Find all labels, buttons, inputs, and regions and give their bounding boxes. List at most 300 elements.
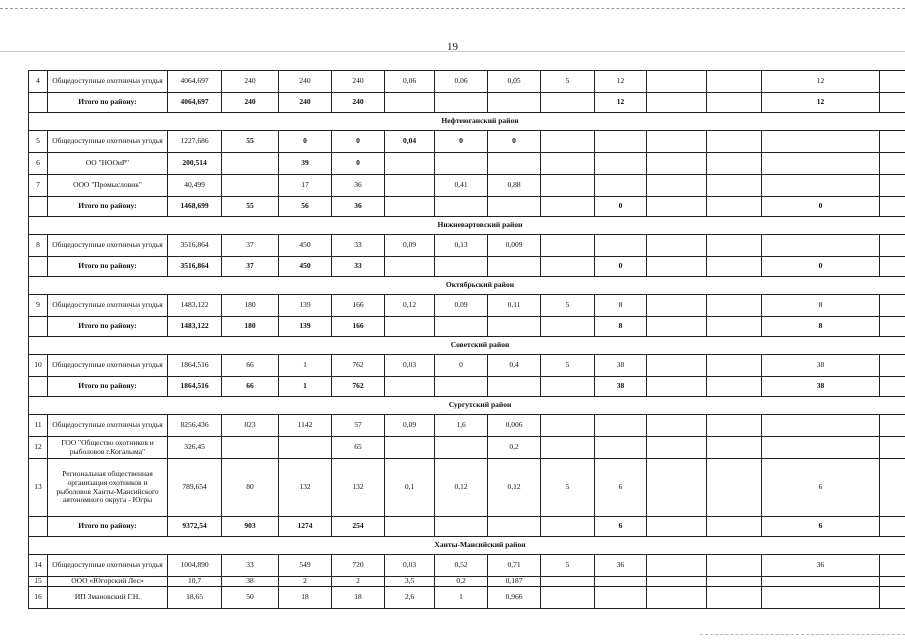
row-number: 7 <box>29 175 48 197</box>
hunting-ground-name: Общедоступные охотничьи угодья <box>48 415 168 437</box>
hunting-ground-name: ГОО "Общество охотников и рыболовов г.Когалыма" <box>48 437 168 459</box>
value-cell: 240 <box>332 93 385 113</box>
total-label: Итого по району: <box>48 197 168 217</box>
value-cell <box>541 437 595 459</box>
value-cell <box>541 377 595 397</box>
page-number: 19 <box>447 41 458 53</box>
table-row <box>29 175 905 197</box>
value-cell: 0,13 <box>435 235 488 257</box>
value-cell: 200,514 <box>168 153 222 175</box>
value-cell <box>541 577 595 587</box>
district-total-row <box>29 317 905 337</box>
hunting-ground-name: Общедоступные охотничьи угодья <box>48 71 168 93</box>
district-total-row <box>29 197 905 217</box>
value-cell: 0,2 <box>435 577 488 587</box>
value-cell: 0 <box>435 355 488 377</box>
value-cell: 0 <box>435 131 488 153</box>
district-header-row <box>29 537 905 555</box>
value-cell <box>541 197 595 217</box>
district-header-row <box>29 397 905 415</box>
value-cell <box>435 437 488 459</box>
value-cell <box>880 355 905 377</box>
value-cell <box>435 197 488 217</box>
value-cell <box>707 71 762 93</box>
table-row <box>29 355 905 377</box>
value-cell: 450 <box>279 235 332 257</box>
value-cell: 1274 <box>279 517 332 537</box>
value-cell: 139 <box>279 295 332 317</box>
value-cell: 240 <box>279 71 332 93</box>
value-cell <box>707 295 762 317</box>
value-cell: 2,6 <box>385 587 435 609</box>
value-cell: 4064,697 <box>168 71 222 93</box>
value-cell <box>385 377 435 397</box>
value-cell <box>762 587 880 609</box>
total-label: Итого по району: <box>48 257 168 277</box>
value-cell <box>222 153 279 175</box>
value-cell <box>647 93 707 113</box>
value-cell: 240 <box>332 71 385 93</box>
value-cell <box>762 415 880 437</box>
value-cell <box>647 295 707 317</box>
district-header-row <box>29 337 905 355</box>
value-cell: 5 <box>541 355 595 377</box>
value-cell: 18 <box>279 587 332 609</box>
value-cell: 0,03 <box>385 555 435 577</box>
value-cell: 0,006 <box>488 415 541 437</box>
row-number <box>29 517 48 537</box>
row-number: 13 <box>29 459 48 517</box>
table-row <box>29 153 905 175</box>
row-number <box>29 377 48 397</box>
row-number: 12 <box>29 437 48 459</box>
value-cell: 762 <box>332 355 385 377</box>
value-cell <box>647 71 707 93</box>
table-row <box>29 437 905 459</box>
value-cell <box>762 235 880 257</box>
value-cell: 36 <box>762 555 880 577</box>
value-cell: 18 <box>332 587 385 609</box>
value-cell <box>707 355 762 377</box>
value-cell: 1142 <box>279 415 332 437</box>
value-cell <box>385 197 435 217</box>
district-title: Нефтеюганский район <box>29 113 905 131</box>
table-row <box>29 555 905 577</box>
value-cell: 1483,122 <box>168 317 222 337</box>
value-cell <box>385 257 435 277</box>
value-cell: 6 <box>595 517 647 537</box>
value-cell: 12 <box>595 71 647 93</box>
value-cell: 789,654 <box>168 459 222 517</box>
value-cell: 18,65 <box>168 587 222 609</box>
value-cell: 0 <box>762 257 880 277</box>
value-cell: 55 <box>222 131 279 153</box>
row-number: 6 <box>29 153 48 175</box>
hunting-ground-name: Общедоступные охотничьи угодья <box>48 295 168 317</box>
value-cell <box>707 587 762 609</box>
value-cell <box>488 93 541 113</box>
value-cell: 8256,436 <box>168 415 222 437</box>
value-cell <box>880 459 905 517</box>
value-cell <box>707 197 762 217</box>
value-cell: 6 <box>762 517 880 537</box>
value-cell: 903 <box>222 517 279 537</box>
value-cell: 0,03 <box>385 355 435 377</box>
value-cell: 36 <box>595 555 647 577</box>
value-cell <box>880 555 905 577</box>
value-cell <box>541 131 595 153</box>
value-cell <box>541 317 595 337</box>
value-cell: 4064,697 <box>168 93 222 113</box>
value-cell: 0,12 <box>435 459 488 517</box>
row-number: 5 <box>29 131 48 153</box>
value-cell: 0,06 <box>435 71 488 93</box>
value-cell <box>647 175 707 197</box>
value-cell: 38 <box>762 377 880 397</box>
value-cell <box>880 131 905 153</box>
district-header-row <box>29 113 905 131</box>
row-number: 9 <box>29 295 48 317</box>
value-cell <box>595 437 647 459</box>
value-cell <box>647 131 707 153</box>
value-cell <box>279 437 332 459</box>
value-cell: 12 <box>762 71 880 93</box>
value-cell: 0,05 <box>488 71 541 93</box>
value-cell <box>647 587 707 609</box>
value-cell <box>488 257 541 277</box>
value-cell <box>647 235 707 257</box>
value-cell <box>647 555 707 577</box>
value-cell <box>762 153 880 175</box>
district-title: Сургутский район <box>29 397 905 415</box>
value-cell <box>435 257 488 277</box>
row-number <box>29 93 48 113</box>
value-cell <box>541 153 595 175</box>
value-cell <box>647 197 707 217</box>
value-cell <box>880 295 905 317</box>
scan-bottom-edge <box>700 634 905 635</box>
district-title: Октябрьский район <box>29 277 905 295</box>
value-cell <box>762 175 880 197</box>
value-cell <box>880 437 905 459</box>
value-cell <box>880 93 905 113</box>
value-cell <box>647 517 707 537</box>
value-cell: 0,09 <box>385 415 435 437</box>
row-number: 16 <box>29 587 48 609</box>
value-cell: 0,2 <box>488 437 541 459</box>
row-number <box>29 317 48 337</box>
hunting-ground-name: Общедоступные охотничьи угодья <box>48 355 168 377</box>
value-cell: 0 <box>488 131 541 153</box>
value-cell: 254 <box>332 517 385 537</box>
hunting-ground-name: ООО "Промысловик" <box>48 175 168 197</box>
value-cell <box>880 257 905 277</box>
value-cell: 5 <box>541 459 595 517</box>
value-cell: 132 <box>332 459 385 517</box>
district-header-row <box>29 217 905 235</box>
value-cell <box>595 235 647 257</box>
value-cell: 8 <box>595 317 647 337</box>
value-cell: 180 <box>222 295 279 317</box>
value-cell: 1004,890 <box>168 555 222 577</box>
value-cell: 326,45 <box>168 437 222 459</box>
value-cell <box>595 587 647 609</box>
value-cell: 0,04 <box>385 131 435 153</box>
value-cell <box>385 437 435 459</box>
value-cell <box>707 517 762 537</box>
value-cell <box>435 377 488 397</box>
value-cell: 33 <box>332 257 385 277</box>
row-number <box>29 257 48 277</box>
value-cell: 38 <box>595 377 647 397</box>
value-cell: 240 <box>222 93 279 113</box>
value-cell: 6 <box>762 459 880 517</box>
row-number: 11 <box>29 415 48 437</box>
district-total-row <box>29 257 905 277</box>
value-cell: 1 <box>279 377 332 397</box>
table-row <box>29 459 905 517</box>
value-cell: 0,187 <box>488 577 541 587</box>
value-cell: 5 <box>541 555 595 577</box>
value-cell: 37 <box>222 257 279 277</box>
row-number: 14 <box>29 555 48 577</box>
value-cell <box>385 317 435 337</box>
value-cell: 1483,122 <box>168 295 222 317</box>
district-total-row <box>29 517 905 537</box>
value-cell <box>762 577 880 587</box>
value-cell <box>707 459 762 517</box>
value-cell: 240 <box>279 93 332 113</box>
value-cell <box>595 153 647 175</box>
value-cell <box>647 377 707 397</box>
value-cell: 36 <box>332 175 385 197</box>
value-cell <box>707 317 762 337</box>
value-cell <box>435 93 488 113</box>
value-cell: 55 <box>222 197 279 217</box>
value-cell: 17 <box>279 175 332 197</box>
value-cell <box>647 153 707 175</box>
value-cell <box>435 317 488 337</box>
value-cell <box>707 415 762 437</box>
value-cell: 1 <box>279 355 332 377</box>
value-cell: 38 <box>222 577 279 587</box>
value-cell <box>707 93 762 113</box>
value-cell <box>541 257 595 277</box>
value-cell: 39 <box>279 153 332 175</box>
value-cell: 6 <box>595 459 647 517</box>
value-cell: 2 <box>279 577 332 587</box>
hunting-ground-name: ИП Змановский Г.Н. <box>48 587 168 609</box>
value-cell <box>541 587 595 609</box>
value-cell: 0,12 <box>385 295 435 317</box>
value-cell <box>647 577 707 587</box>
value-cell <box>541 175 595 197</box>
total-label: Итого по району: <box>48 317 168 337</box>
value-cell: 36 <box>332 197 385 217</box>
value-cell: 0,09 <box>385 235 435 257</box>
district-total-row <box>29 93 905 113</box>
value-cell: 0,52 <box>435 555 488 577</box>
value-cell: 33 <box>332 235 385 257</box>
hunting-ground-name: Региональная общественная организация охотников и рыболовов Ханты-Мансийского автономного округа - Югры <box>48 459 168 517</box>
hunting-ground-name: Общедоступные охотничьи угодья <box>48 235 168 257</box>
value-cell: 1227,686 <box>168 131 222 153</box>
value-cell <box>707 131 762 153</box>
value-cell: 0,1 <box>385 459 435 517</box>
value-cell: 80 <box>222 459 279 517</box>
value-cell: 549 <box>279 555 332 577</box>
value-cell: 0 <box>595 197 647 217</box>
total-label: Итого по району: <box>48 517 168 537</box>
value-cell: 139 <box>279 317 332 337</box>
table-row <box>29 415 905 437</box>
value-cell <box>541 93 595 113</box>
value-cell: 823 <box>222 415 279 437</box>
value-cell: 1,6 <box>435 415 488 437</box>
value-cell: 65 <box>332 437 385 459</box>
hunting-ground-name: Общедоступные охотничьи угодья <box>48 131 168 153</box>
scan-top-edge <box>0 8 905 9</box>
district-title: Нижневартовский район <box>29 217 905 235</box>
value-cell: 10,7 <box>168 577 222 587</box>
value-cell: 450 <box>279 257 332 277</box>
value-cell <box>435 517 488 537</box>
value-cell <box>595 175 647 197</box>
value-cell: 720 <box>332 555 385 577</box>
value-cell <box>222 175 279 197</box>
value-cell: 0,4 <box>488 355 541 377</box>
value-cell <box>385 175 435 197</box>
value-cell: 0,12 <box>488 459 541 517</box>
value-cell <box>595 577 647 587</box>
value-cell: 0,966 <box>488 587 541 609</box>
table-row <box>29 587 905 609</box>
value-cell: 8 <box>762 295 880 317</box>
value-cell: 3516,864 <box>168 235 222 257</box>
value-cell: 132 <box>279 459 332 517</box>
row-number: 4 <box>29 71 48 93</box>
value-cell <box>707 577 762 587</box>
value-cell <box>647 437 707 459</box>
table-row <box>29 295 905 317</box>
value-cell <box>707 153 762 175</box>
value-cell: 1864,516 <box>168 377 222 397</box>
value-cell <box>385 517 435 537</box>
hunting-ground-name: ООО «Югорский Лес» <box>48 577 168 587</box>
value-cell <box>880 517 905 537</box>
row-number: 8 <box>29 235 48 257</box>
district-total-row <box>29 377 905 397</box>
total-label: Итого по району: <box>48 93 168 113</box>
value-cell: 5 <box>541 295 595 317</box>
value-cell: 0 <box>595 257 647 277</box>
value-cell <box>541 415 595 437</box>
row-number <box>29 197 48 217</box>
value-cell: 166 <box>332 295 385 317</box>
value-cell <box>707 437 762 459</box>
value-cell: 240 <box>222 71 279 93</box>
value-cell <box>488 517 541 537</box>
value-cell: 1864,516 <box>168 355 222 377</box>
value-cell: 0,41 <box>435 175 488 197</box>
value-cell: 762 <box>332 377 385 397</box>
value-cell: 8 <box>595 295 647 317</box>
value-cell: 66 <box>222 377 279 397</box>
value-cell: 0,009 <box>488 235 541 257</box>
value-cell <box>707 235 762 257</box>
value-cell <box>880 587 905 609</box>
value-cell: 12 <box>595 93 647 113</box>
value-cell <box>762 131 880 153</box>
value-cell: 180 <box>222 317 279 337</box>
value-cell <box>647 459 707 517</box>
value-cell <box>707 175 762 197</box>
table-row <box>29 131 905 153</box>
value-cell: 66 <box>222 355 279 377</box>
total-label: Итого по району: <box>48 377 168 397</box>
value-cell <box>707 377 762 397</box>
value-cell <box>647 355 707 377</box>
value-cell: 0 <box>332 131 385 153</box>
district-title: Советский район <box>29 337 905 355</box>
value-cell <box>880 317 905 337</box>
value-cell: 57 <box>332 415 385 437</box>
value-cell <box>880 153 905 175</box>
value-cell <box>707 257 762 277</box>
row-number: 10 <box>29 355 48 377</box>
value-cell <box>488 197 541 217</box>
value-cell <box>880 197 905 217</box>
value-cell: 33 <box>222 555 279 577</box>
value-cell: 1 <box>435 587 488 609</box>
value-cell <box>880 175 905 197</box>
hunting-ground-name: Общедоступные охотничьи угодья <box>48 555 168 577</box>
value-cell: 0,09 <box>435 295 488 317</box>
value-cell <box>762 437 880 459</box>
value-cell: 0,71 <box>488 555 541 577</box>
value-cell <box>647 317 707 337</box>
district-title: Ханты-Мансийский район <box>29 537 905 555</box>
value-cell <box>595 415 647 437</box>
value-cell <box>647 415 707 437</box>
value-cell: 38 <box>762 355 880 377</box>
value-cell: 9372,54 <box>168 517 222 537</box>
value-cell <box>707 555 762 577</box>
value-cell <box>880 377 905 397</box>
value-cell <box>488 317 541 337</box>
value-cell <box>880 415 905 437</box>
value-cell: 0,88 <box>488 175 541 197</box>
value-cell: 56 <box>279 197 332 217</box>
table-row <box>29 235 905 257</box>
value-cell <box>647 257 707 277</box>
value-cell: 37 <box>222 235 279 257</box>
value-cell: 0,06 <box>385 71 435 93</box>
value-cell: 40,499 <box>168 175 222 197</box>
table-row <box>29 71 905 93</box>
value-cell: 3516,864 <box>168 257 222 277</box>
value-cell: 0 <box>332 153 385 175</box>
value-cell: 0 <box>279 131 332 153</box>
value-cell: 2 <box>332 577 385 587</box>
hunting-ground-name: ОО "НООиР" <box>48 153 168 175</box>
row-number: 15 <box>29 577 48 587</box>
value-cell <box>385 93 435 113</box>
table-row <box>29 577 905 587</box>
value-cell: 12 <box>762 93 880 113</box>
value-cell: 0 <box>762 197 880 217</box>
value-cell <box>488 153 541 175</box>
